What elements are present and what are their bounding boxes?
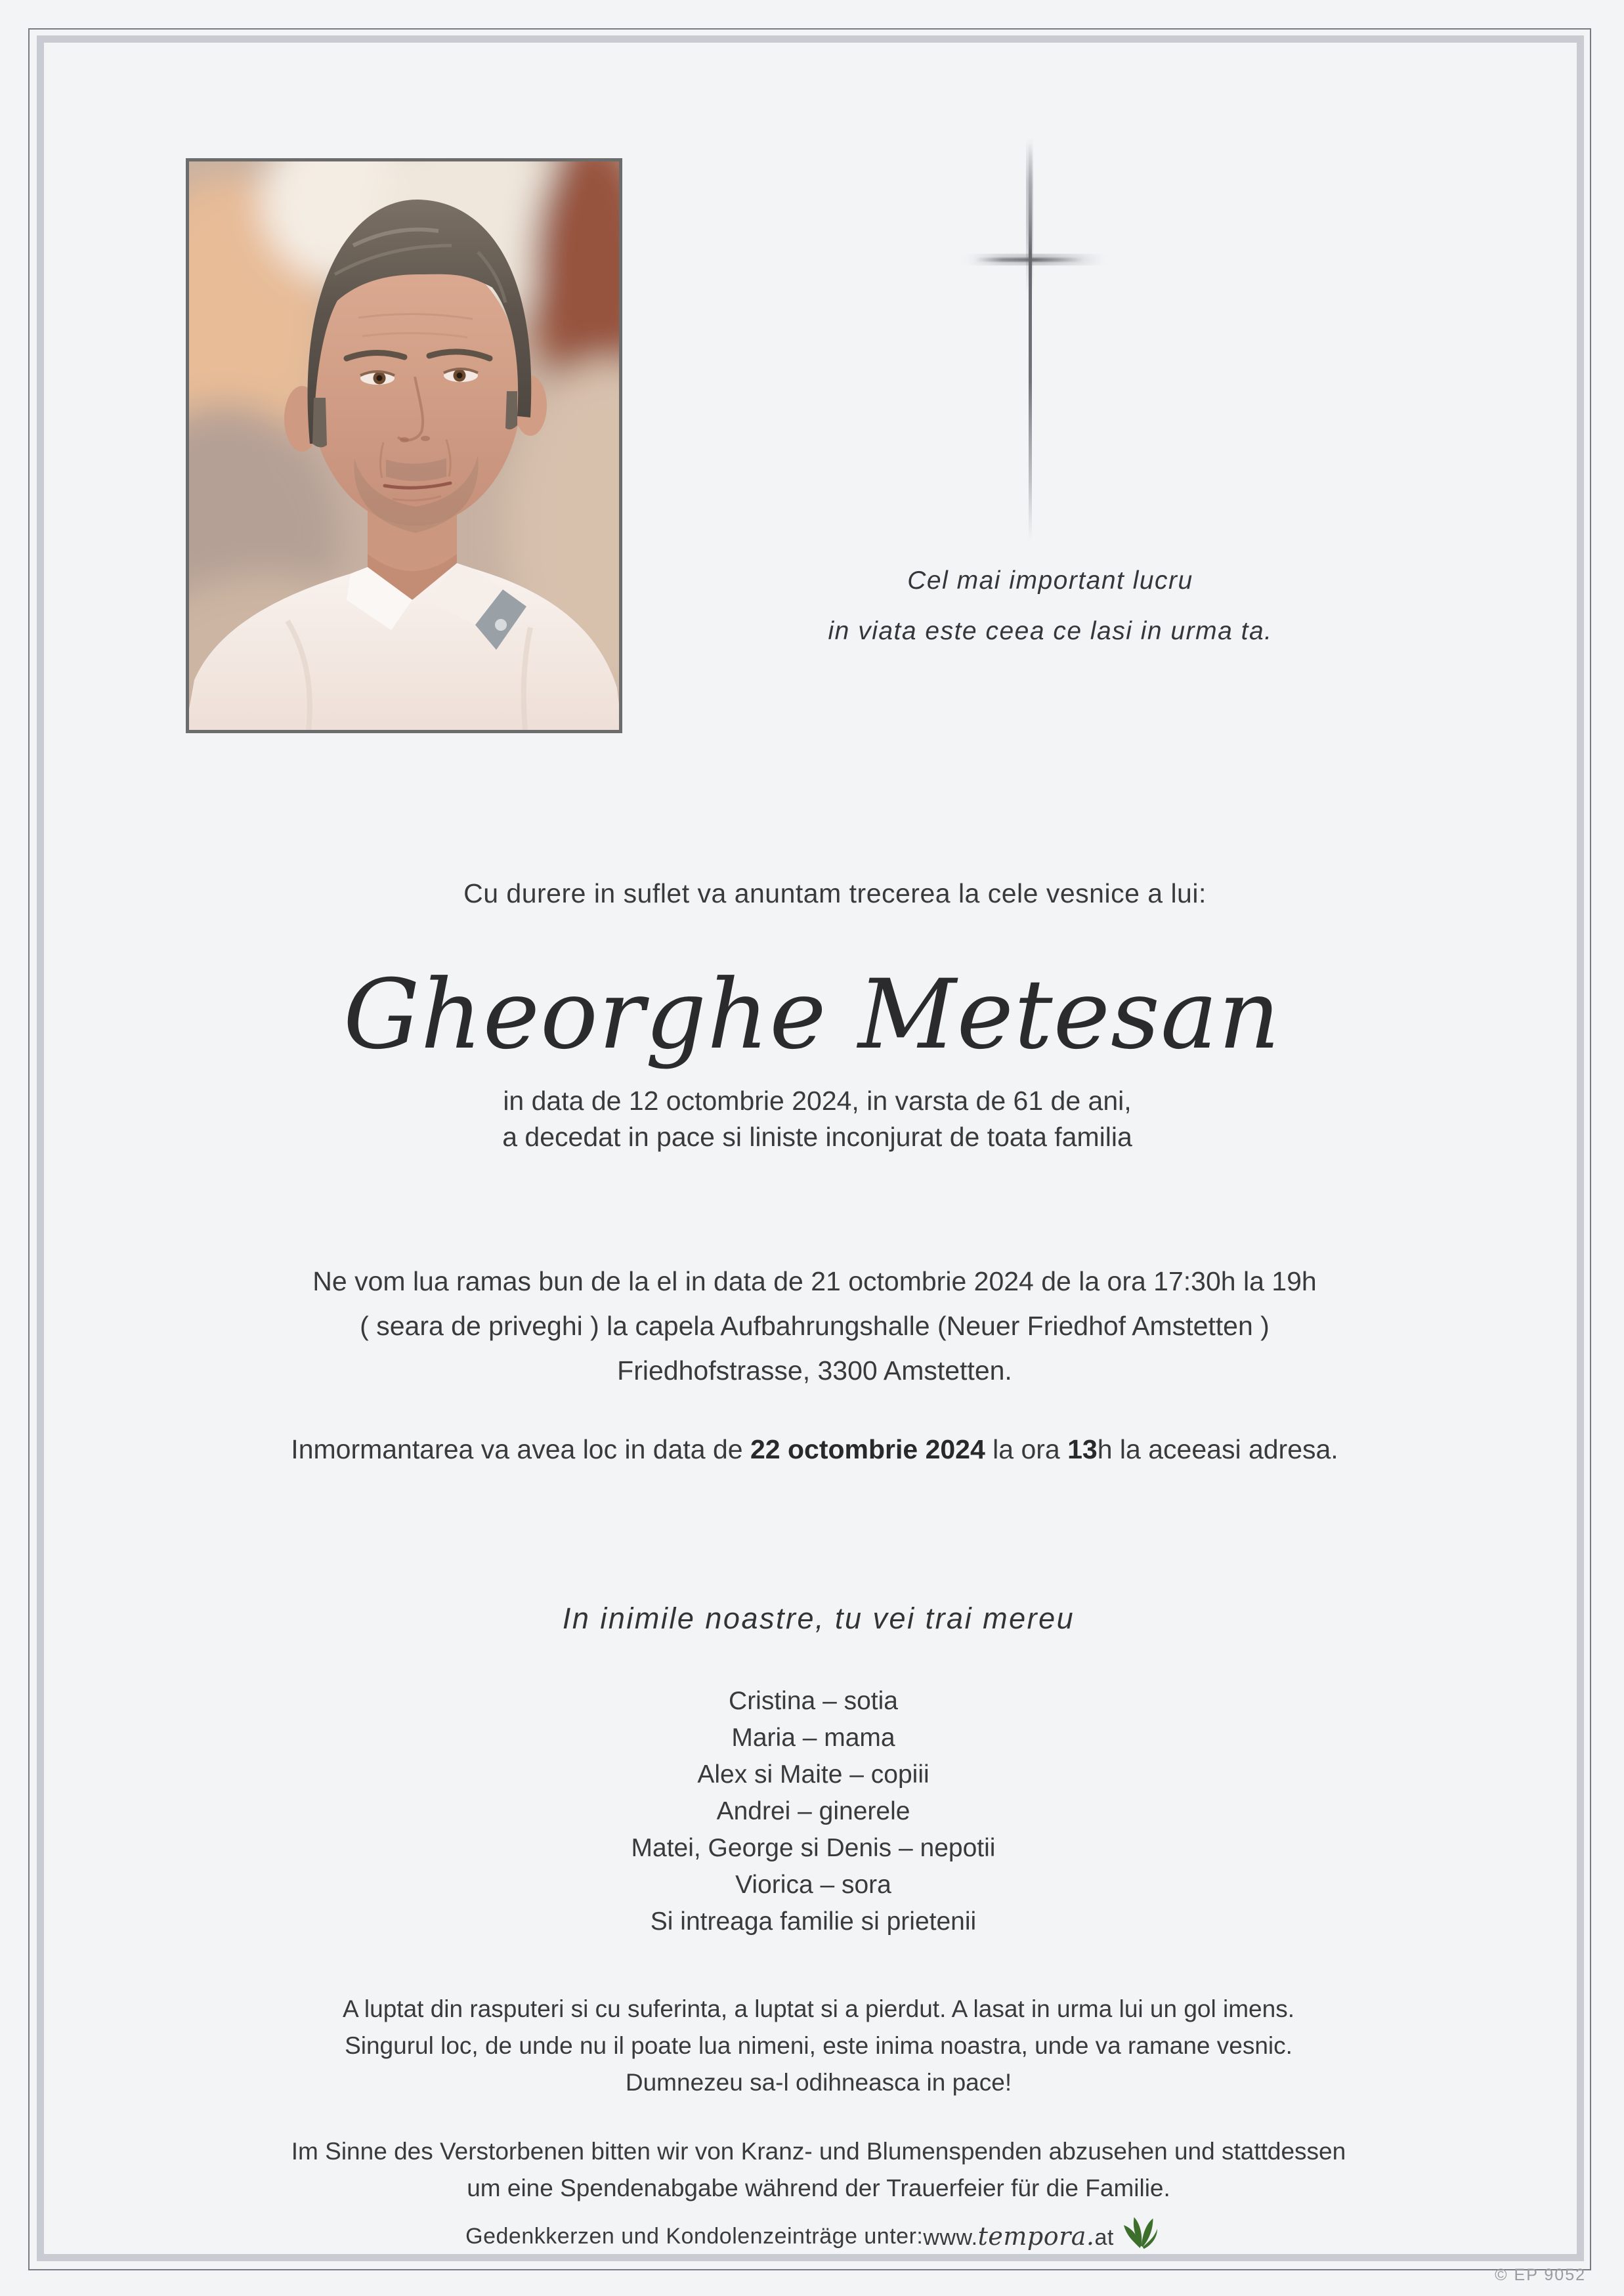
announcement-text: Cu durere in suflet va anuntam trecerea la cele vesnice a lui:	[463, 878, 1207, 908]
wake-line2: ( seara de priveghi ) la capela Aufbahrungshalle (Neuer Friedhof Amstetten )	[360, 1311, 1270, 1341]
deceased-photo	[186, 158, 622, 733]
burial-details	[3, 1431, 1624, 1468]
death-detail-line2: a decedat in pace si liniste inconjurat de toata familia	[502, 1122, 1132, 1152]
portrait-illustration	[189, 161, 619, 730]
burial-text3: h la aceeasi adresa.	[1097, 1434, 1338, 1464]
death-detail-line1: in data de 12 octombrie 2024, in varsta de 61 de ani,	[503, 1086, 1132, 1116]
footer-label: Gedenkkerzen und Kondolenzeinträge unter:	[465, 2223, 924, 2249]
family-item: Matei, George si Denis – nepotii	[631, 1834, 996, 1862]
wake-details	[3, 1259, 1624, 1393]
closing-line2: Singurul loc, de unde nu il poate lua nimeni, este inima noastra, unde va ramane vesnic.	[345, 2032, 1293, 2059]
url-suffix: at	[1094, 2225, 1114, 2250]
top-quote-line2: in viata este ceea ce lasi in urma ta.	[828, 617, 1273, 645]
family-item: Si intreaga familie si prietenii	[650, 1907, 977, 1936]
footer-line	[0, 2217, 1624, 2255]
url-prefix: www.	[923, 2225, 978, 2250]
donation-note	[7, 2133, 1624, 2207]
burial-date: 22 octombrie 2024	[750, 1434, 985, 1464]
top-quote-line1: Cel mai important lucru	[907, 566, 1193, 595]
donation-line1: Im Sinne des Verstorbenen bitten wir von Kranz- und Blumenspenden abzusehen und stattdessen	[291, 2138, 1346, 2165]
family-item: Alex si Maite – copiii	[697, 1760, 930, 1789]
wake-line3: Friedhofstrasse, 3300 Amstetten.	[617, 1355, 1012, 1386]
burial-text: Inmormantarea va avea loc in data de	[291, 1434, 750, 1464]
family-item: Maria – mama	[731, 1724, 895, 1752]
closing-text	[7, 1991, 1624, 2101]
closing-line1: A luptat din rasputeri si cu suferinta, a luptat si a pierdut. A lasat in urma lui un gol imens.	[343, 1995, 1294, 2022]
donation-line2: um eine Spendenabgabe während der Trauerfeier für die Familie.	[467, 2175, 1170, 2201]
deceased-name: Gheorghe Metesan	[343, 959, 1281, 1071]
memorial-quote: In inimile noastre, tu vei trai mereu	[562, 1602, 1075, 1635]
closing-line3: Dumnezeu sa-l odihneasca in pace!	[625, 2069, 1012, 2096]
family-item: Andrei – ginerele	[716, 1797, 910, 1825]
website-link	[923, 2222, 1114, 2251]
copyright-code: © EP 9052	[1495, 2266, 1586, 2284]
burial-text2: la ora	[985, 1434, 1068, 1464]
burial-hour: 13	[1067, 1434, 1098, 1464]
top-quote	[761, 555, 1339, 656]
cross-icon	[952, 139, 1109, 546]
family-item: Cristina – sotia	[729, 1687, 898, 1715]
tempora-brand: tempora.	[977, 2222, 1095, 2251]
death-details	[5, 1083, 1624, 1155]
family-item: Viorica – sora	[735, 1871, 891, 1899]
family-list	[1, 1683, 1624, 1940]
wake-line1: Ne vom lua ramas bun de la el in data de 21 octombrie 2024 de la ora 17:30h la 19h	[312, 1266, 1317, 1296]
leaf-icon	[1122, 2217, 1159, 2251]
